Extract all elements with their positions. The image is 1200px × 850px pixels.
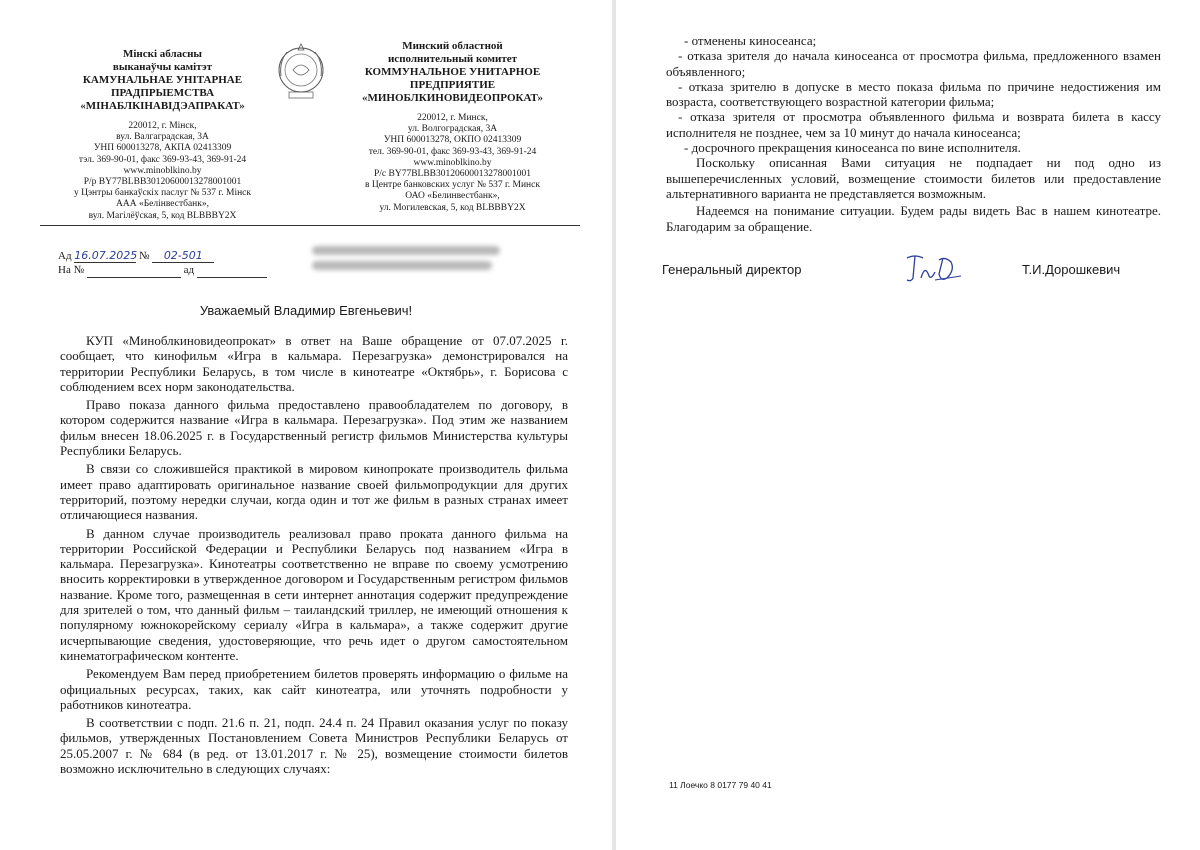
redacted-recipient-address (312, 242, 504, 274)
ref-label-incoming-date: ад (183, 264, 195, 276)
address-line: ул. Могилевская, 5, код BLBBBY2X (379, 202, 526, 213)
address-line: www.minoblkino.by (413, 157, 492, 168)
ref-label-date: Ад (58, 250, 72, 262)
state-emblem-icon (273, 40, 329, 102)
header-divider (40, 225, 580, 226)
incoming-reference (58, 264, 267, 278)
letter-body-page-1 (60, 333, 568, 779)
company-name-line: КАМУНАЛЬНАЕ УНІТАРНАЕ (82, 74, 243, 86)
company-name-line: КОММУНАЛЬНОЕ УНИТАРНОЕ (364, 66, 541, 78)
body-paragraph: Рекомендуем Вам перед приобретением билетов проверять информацию о фильме на официальных ресурсах, таких, как сайт кинотеатра, или уточнять подробности у работников кинотеатра. (60, 666, 568, 712)
list-item: - отказа зрителю в допуске в место показа фильма по причине недостижения им возраста, соответствующего возрастной категории фильма; (666, 78, 1161, 110)
ref-number-handwritten: 02-501 (152, 249, 214, 263)
company-name-line: ПРЕДПРИЯТИЕ (409, 79, 496, 91)
handwritten-signature-icon (901, 250, 971, 286)
letter-page-2 (616, 0, 1200, 850)
company-name-line: ПРАДПРЫЕМСТВА (110, 87, 215, 99)
outgoing-reference (58, 249, 214, 263)
ref-label-incoming-number: На № (58, 264, 85, 276)
salutation: Уважаемый Владимир Евгеньевич! (199, 303, 413, 318)
list-item: - отказа зрителя до начала киносеанса от просмотра фильма, предложенного взамен объявленного; (666, 48, 1161, 79)
body-paragraph: Надеемся на понимание ситуации. Будем рады видеть Вас в нашем кинотеатре. Благодарим за обращение. (666, 203, 1161, 234)
address-line: тел. 369-90-01, факс 369-93-43, 369-91-24 (368, 146, 537, 157)
body-paragraph: В данном случае производитель реализовал право проката данного фильма на территории Российской Федерации и Республики Беларусь под названием «Игра в кальмара. Перезагрузка». Кинотеатры соответственно не вправе по своему усмотрению вносить корректировки в утвержденное договором и Государственным регистром фильмов название. Кроме того, размещенная в сети интернет аннотация содержит предупреждение для зрителей о том, что данный фильм – таиландский триллер, не имеющий отношения к популярному южнокорейскому сериалу «Игра в кальмара», а также содержит другие исчерпывающие сведения, удостоверяющие, что речь идет о другом самостоятельном кинематографическом контенте. (60, 525, 568, 663)
org-line: выканаўчы камітэт (112, 61, 213, 73)
list-item: - отказа зрителя от просмотра объявленного фильма и возврата билета в кассу исполнителя не позднее, чем за 10 минут до начала киносеанса; (666, 109, 1161, 140)
org-line: Минский областной (402, 40, 503, 52)
address-line: Р/р BY77BLBB30120600013278001001 (83, 177, 242, 188)
executor-note: 11 Лоечко 8 0177 79 40 41 (669, 780, 772, 790)
signatory-name: Т.И.Дорошкевич (1022, 262, 1121, 277)
address-line: ул. Волгоградская, 3А (407, 124, 498, 135)
org-line: исполнительный комитет (387, 53, 518, 65)
list-item: - досрочного прекращения киносеанса по вине исполнителя. (684, 140, 1021, 156)
company-name-line: «МИНОБЛКИНОВИДЕОПРОКАТ» (361, 92, 544, 104)
body-paragraph: КУП «Миноблкиновидеопрокат» в ответ на Ваше обращение от 07.07.2025 г. сообщает, что кинофильм «Игра в кальмара. Перезагрузка» демонстрировался на территории Республики Беларусь, в том числе в кинотеатре «Октябрь», г. Борисова с соблюдением всех норм законодательства. (60, 333, 568, 394)
address-line: УНП 600013278, АКПА 02413309 (93, 143, 232, 154)
address-line: 220012, г. Мінск, (128, 121, 197, 131)
ref-date-handwritten: 16.07.2025 (74, 249, 138, 262)
ref-label-number: № (139, 250, 150, 262)
address-line: Р/с BY77BLBB30120600013278001001 (373, 169, 532, 180)
company-name-line: «МІНАБЛКІНАВІДЭАПРАКАТ» (80, 100, 245, 112)
signatory-title: Генеральный директор (662, 262, 802, 277)
body-paragraph: Поскольку описанная Вами ситуация не подпадает ни под одно из вышеперечисленных условий, возмещение стоимости билетов или предоставление альтернативного варианта не представляется возможным. (666, 155, 1161, 201)
address-line: вул. Валгаградская, 3А (116, 132, 209, 143)
list-item: - отменены киносеанса; (684, 33, 817, 48)
header-belarusian (50, 48, 275, 222)
address-line: вул. Магілёўская, 5, код BLBBBY2X (88, 210, 237, 221)
body-paragraph: В связи со сложившейся практикой в мировом кинопрокате производитель фильма имеет право адаптировать оригинальное название своей фильмопродукции для других территорий, поэтому нередки случаи, когда один и тот же фильм в разных странах имеет отличающиеся названия. (60, 461, 568, 523)
letter-body-page-2 (666, 33, 1161, 236)
address-line: ААА «Белінвестбанк», (116, 199, 209, 210)
address-line: ОАО «Белинвестбанк», (405, 191, 500, 202)
header-russian (340, 40, 565, 214)
address-line: www.minoblkino.by (123, 165, 202, 176)
org-line: Мінскі абласны (122, 48, 202, 60)
body-paragraph: Право показа данного фильма предоставлено правообладателем по договору, в котором содержится название «Игра в кальмара. Перезагрузка». Под этим же названием фильм внесен 18.06.2025 г. в Государственный регистр фильмов Министерства культуры Республики Беларусь. (60, 397, 568, 459)
address-line: УНП 600013278, ОКПО 02413309 (383, 135, 522, 146)
address-line: тэл. 369-90-01, факс 369-93-43, 369-91-24 (78, 154, 247, 165)
address-line: 220012, г. Минск, (417, 113, 488, 123)
body-paragraph: В соответствии с подп. 21.6 п. 21, подп. 24.4 п. 24 Правил оказания услуг по показу фильмов, утвержденных Постановлением Совета Министров Республики Беларусь от 25.05.2007 г. № 684 (в ред. от 13.01.2017 г. № 25), возмещение стоимости билетов возможно исключительно в следующих случаях: (60, 715, 568, 777)
address-line: в Центре банковских услуг № 537 г. Минск (365, 180, 540, 191)
address-line: у Цэнтры банкаўскіх паслуг № 537 г. Мінск (73, 188, 251, 199)
